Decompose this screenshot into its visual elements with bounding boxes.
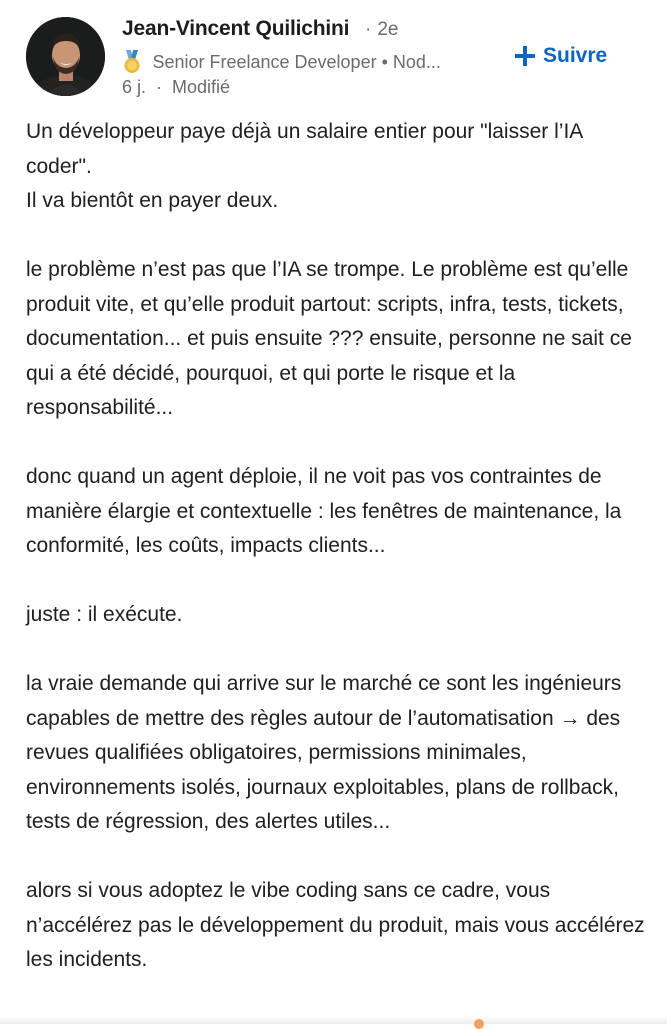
headline-row (122, 50, 441, 76)
plus-icon (514, 45, 536, 67)
post-paragraph: Un développeur paye déjà un salaire entier pour "laisser l’IA coder". (26, 120, 583, 178)
meta-separator: · (156, 77, 163, 97)
post-paragraph: juste : il exécute. (26, 603, 183, 626)
degree-label: 2e (377, 19, 399, 40)
post-text (26, 115, 646, 978)
post-time: 6 j. (122, 77, 147, 97)
post-meta (122, 77, 230, 98)
post-header (0, 0, 667, 110)
follow-label: Suivre (543, 44, 608, 67)
post-paragraph: la vraie demande qui arrive sur le marché ce sont les ingénieurs capables de mettre des règles autour de l’automatisation → des revues qualifiées obligatoires, permissions minimales, environnements isolés, journaux exploitables, plans de rollback, tests de régression, des alertes utiles... (26, 672, 622, 833)
medal-icon (122, 50, 142, 74)
post-paragraph: donc quand un agent déploie, il ne voit pas vos contraintes de manière élargie et contextuelle : les fenêtres de maintenance, la conformité, les coûts, impacts clients... (26, 465, 622, 557)
post-paragraph: alors si vous adoptez le vibe coding sans ce cadre, vous n’accélérez pas le développement du produit, mais vous accélérez les incidents. (26, 879, 645, 971)
edited-label: Modifié (172, 77, 231, 97)
avatar[interactable] (26, 17, 105, 96)
follow-button[interactable] (514, 36, 607, 76)
post-paragraph: le problème n’est pas que l’IA se trompe. Le problème est qu’elle produit vite, et qu’elle produit partout: scripts, infra, tests, tickets, documentation... et puis ensuite ??? ensuite, personne ne sait ce qui a été décidé, pourquoi, et qui porte le risque et la responsabilité... (26, 258, 632, 419)
author-headline: Senior Freelance Developer • Nod... (152, 51, 441, 72)
reaction-indicator (474, 1019, 484, 1029)
degree-separator: · (365, 19, 372, 40)
post-paragraph: Il va bientôt en payer deux. (26, 189, 279, 212)
bottom-divider (0, 1016, 667, 1024)
author-name[interactable]: Jean-Vincent Quilichini (122, 17, 350, 40)
connection-degree (365, 19, 398, 41)
